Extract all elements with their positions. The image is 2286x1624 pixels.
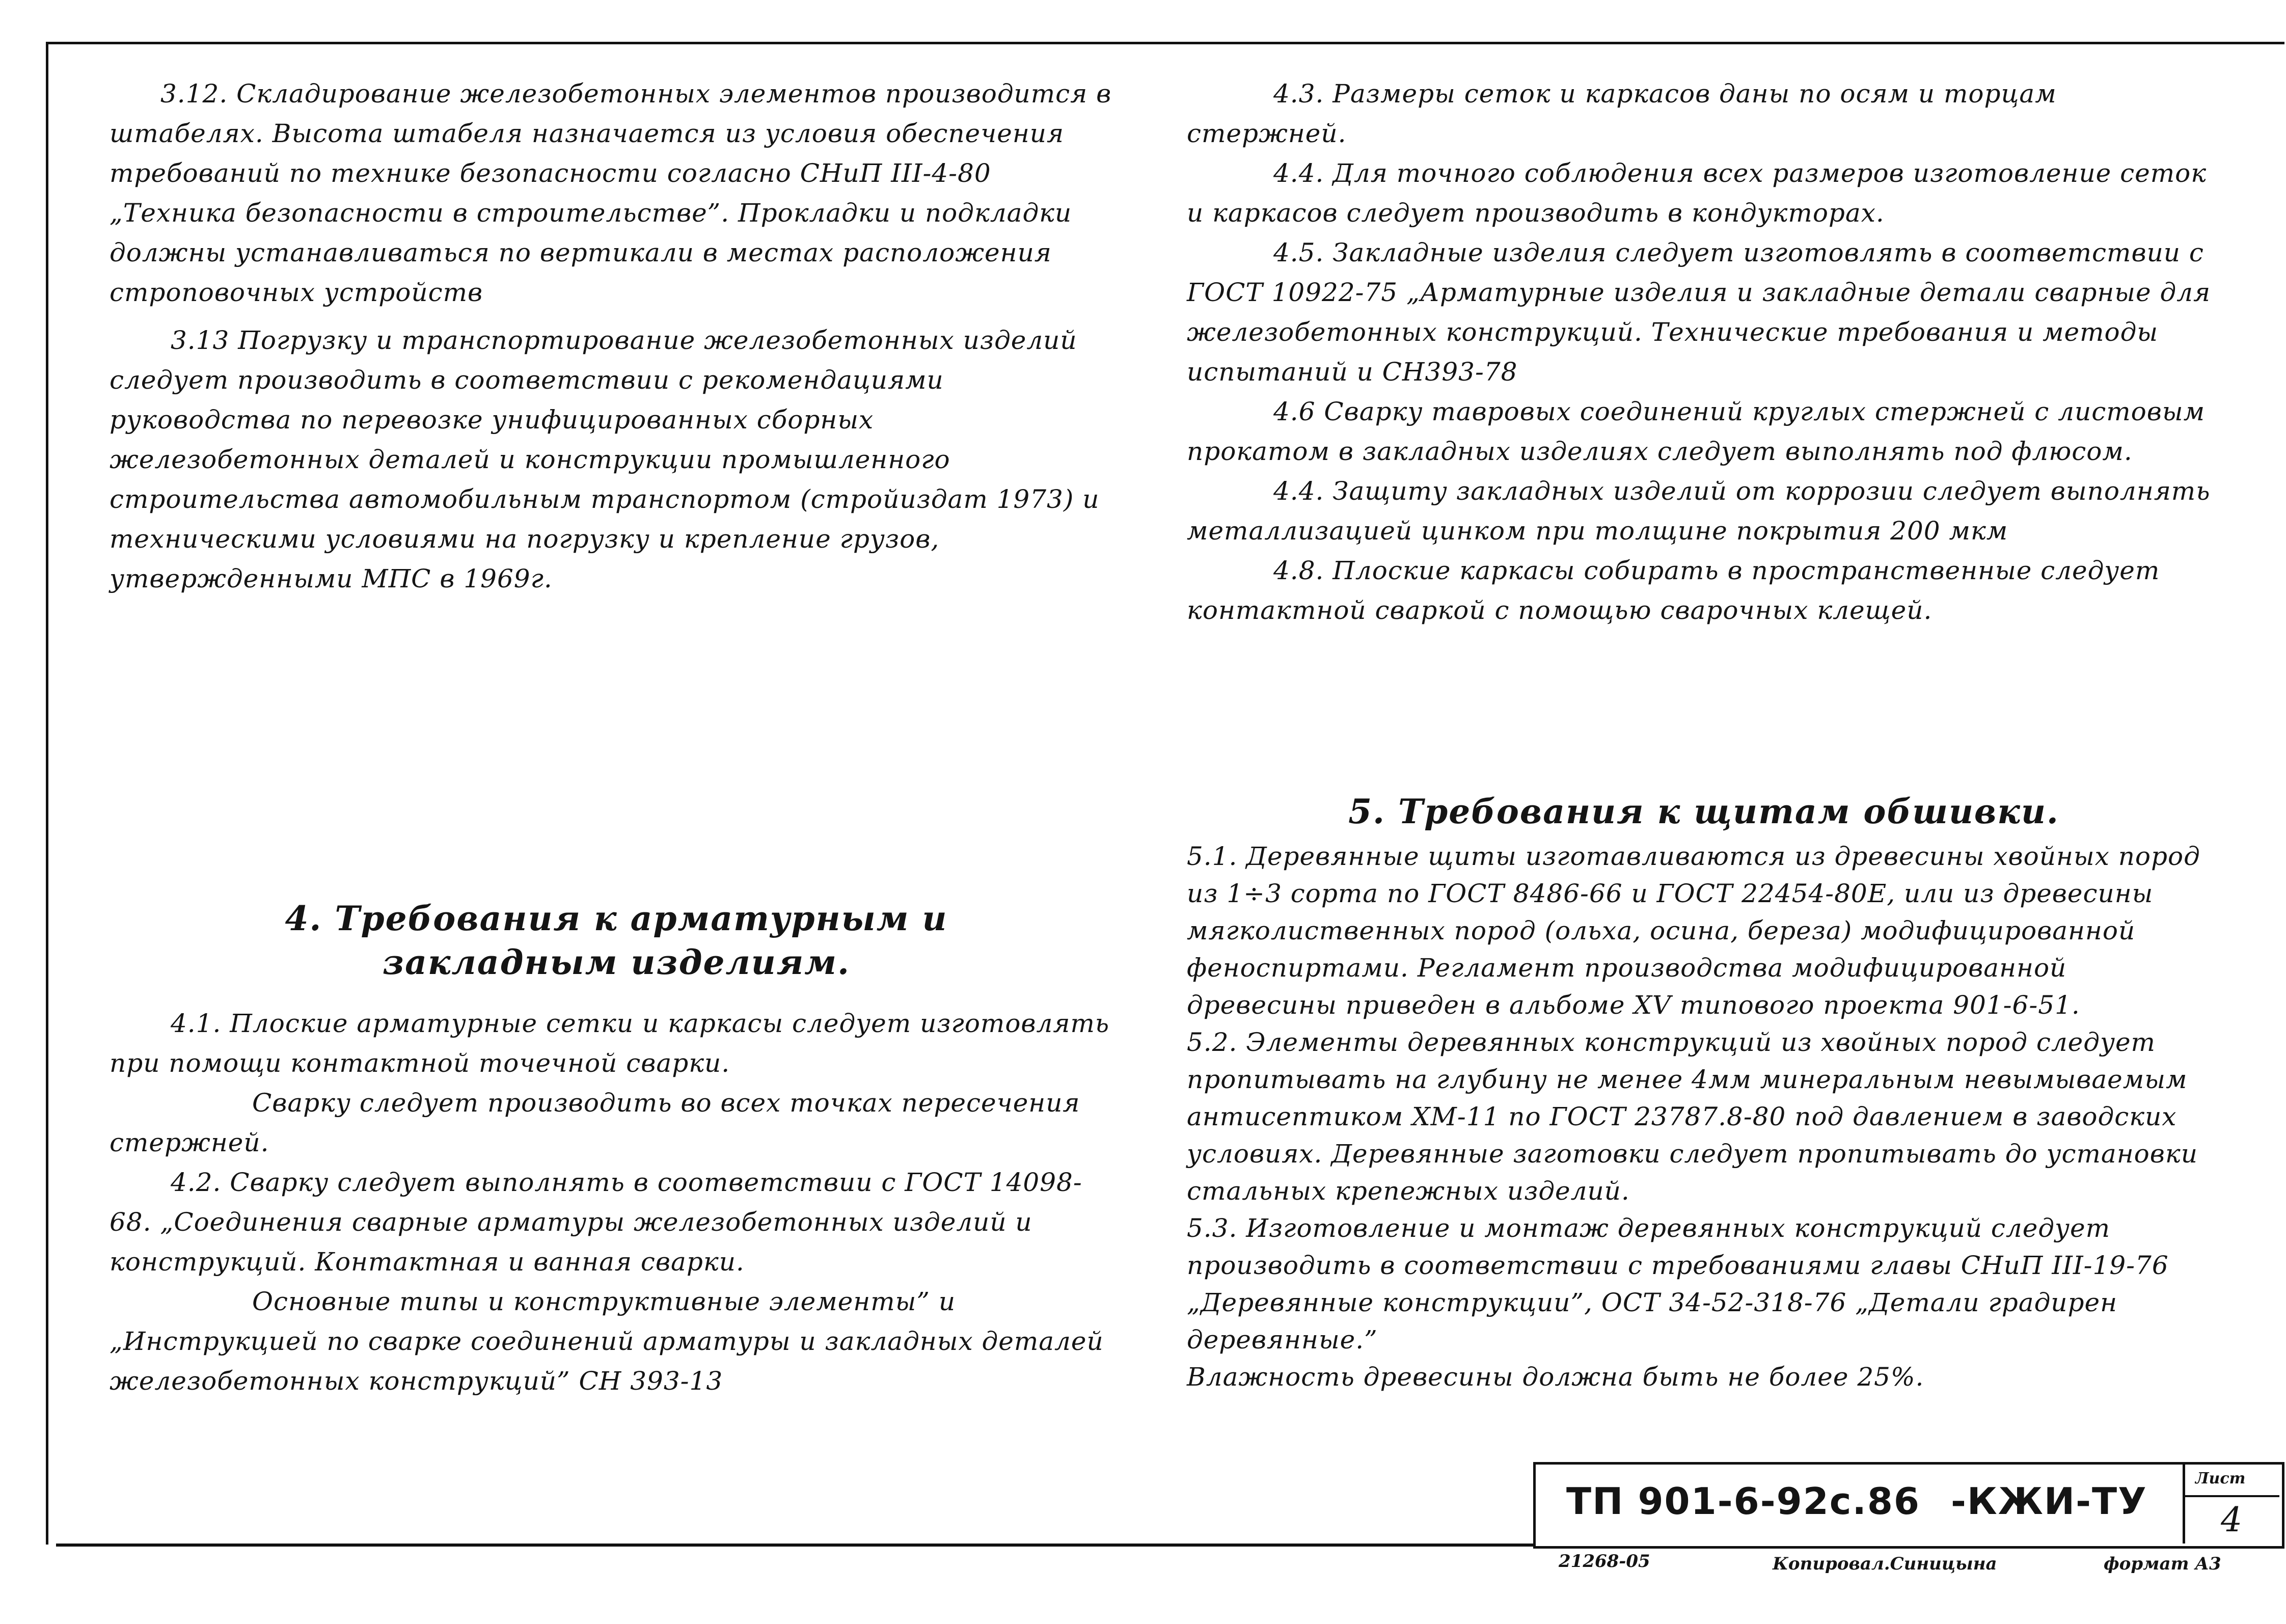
- paragraph-4-2-types: Основные типы и конструктивные элементы” и: [252, 1287, 956, 1316]
- paragraph-5-3: 5.3. Изготовление и монтаж деревянных конструкций следует производить в соответствии с требованиями главы СНиП III-19-76 „Деревянные конструкции”, ОСТ 34-52-318-76 „Детали градирен деревянные.”: [1187, 1213, 2169, 1355]
- paragraph-4-7: 4.4. Защиту закладных изделий от коррозии следует выполнять металлизацией цинком при толщине покрытия 200 мкм: [1187, 476, 2211, 546]
- frame-left-line: [46, 42, 48, 1545]
- left-column: [110, 74, 1118, 599]
- paragraph-5-1: 5.1. Деревянные щиты изготавливаются из древесины хвойных пород из 1÷3 сорта по ГОСТ 8486-66 и ГОСТ 22454-80Е, или из древесины мягколиственных пород (ольха, осина, береза) модифицированной феноспиртами. Регламент производства модифицированной древесины приведен в альбоме XV типового проекта 901-6-51.: [1187, 842, 2200, 1020]
- section-4-title: 4. Требования к арматурным и закладным изделиям.: [285, 899, 948, 982]
- paragraph-3-13: 3.13 Погрузку и транспортирование железобетонных изделий следует производить в соответствии с рекомендациями руководства по перевозке унифицированных сборных железобетонных деталей и конструкции промышленного строительства автомобильным транспортом (стройиздат 1973) и техническими условиями на погрузку и крепление грузов, утвержденными МПС в 1969г.: [110, 326, 1100, 593]
- stamp-document-code: ТП 901-6-92с.86: [1566, 1480, 1921, 1523]
- paragraph-5-3-humidity: Влажность древесины должна быть не более 25%.: [1187, 1362, 1924, 1392]
- footer-copied-by: Копировал.Синицына: [1773, 1554, 1997, 1574]
- paragraph-4-4: 4.4. Для точного соблюдения всех размеров изготовление сеток и каркасов следует производить в кондукторах.: [1187, 158, 2207, 228]
- stamp-section-code: -КЖИ-ТУ: [1951, 1480, 2147, 1523]
- paragraph-4-6: 4.6 Сварку тавровых соединений круглых стержней с листовым прокатом в закладных изделиях следует выполнять под флюсом.: [1187, 397, 2206, 466]
- heading-section-5: [1187, 790, 2221, 833]
- paragraph-5-2: 5.2. Элементы деревянных конструкций из хвойных пород следует пропитывать на глубину не менее 4мм минеральным невымываемым антисептиком ХМ-11 по ГОСТ 23787.8-80 под давлением в заводских условиях. Деревянные заготовки следует пропитывать до установки стальных крепежных изделий.: [1187, 1027, 2198, 1206]
- footer-inventory-number: 21268-05: [1559, 1551, 1650, 1572]
- paragraph-4-8: 4.8. Плоские каркасы собирать в пространственные следует контактной сваркой с помощью сварочных клещей.: [1187, 556, 2160, 625]
- heading-section-4: [168, 897, 1065, 984]
- paragraph-4-1-weld: Сварку следует производить во всех точках пересечения стержней.: [110, 1088, 1080, 1157]
- section-5-title: 5. Требования к щитам обшивки.: [1348, 792, 2059, 831]
- section-5-body: [1187, 838, 2221, 1396]
- stamp-sheet-number: 4: [2221, 1500, 2243, 1539]
- stamp-sheet-label-line: [2183, 1495, 2279, 1497]
- footer-format: формат А3: [2104, 1554, 2221, 1574]
- right-column: [1187, 74, 2221, 630]
- paragraph-4-2-instruction: „Инструкцией по сварке соединений арматуры и закладных деталей железобетонных конструкций” СН 393-13: [110, 1327, 1104, 1396]
- paragraph-4-2: 4.2. Сварку следует выполнять в соответствии с ГОСТ 14098-68. „Соединения сварные арматуры железобетонных изделий и конструкций. Контактная и ванная сварки.: [110, 1168, 1082, 1277]
- frame-top-line: [46, 42, 2284, 44]
- stamp-sheet-divider: [2183, 1465, 2185, 1544]
- paragraph-4-5: 4.5. Закладные изделия следует изготовлять в соответствии с ГОСТ 10922-75 „Арматурные изделия и закладные детали сварные для железобетонных конструкций. Технические требования и методы испытаний и СН393-78: [1187, 238, 2211, 387]
- paragraph-3-12: 3.12. Складирование железобетонных элементов производится в штабелях. Высота штабеля назначается из условия обеспечения требований по технике безопасности согласно СНиП III-4-80 „Техника безопасности в строительстве”. Прокладки и подкладки должны устанавливаться по вертикали в местах расположения строповочных устройств: [110, 79, 1112, 307]
- section-4-body: [110, 1004, 1118, 1401]
- stamp-sheet-label: Лист: [2195, 1470, 2246, 1487]
- paragraph-4-3: 4.3. Размеры сеток и каркасов даны по осям и торцам стержней.: [1187, 79, 2057, 148]
- paragraph-4-1: 4.1. Плоские арматурные сетки и каркасы следует изготовлять при помощи контактной точечной сварки.: [110, 1009, 1110, 1078]
